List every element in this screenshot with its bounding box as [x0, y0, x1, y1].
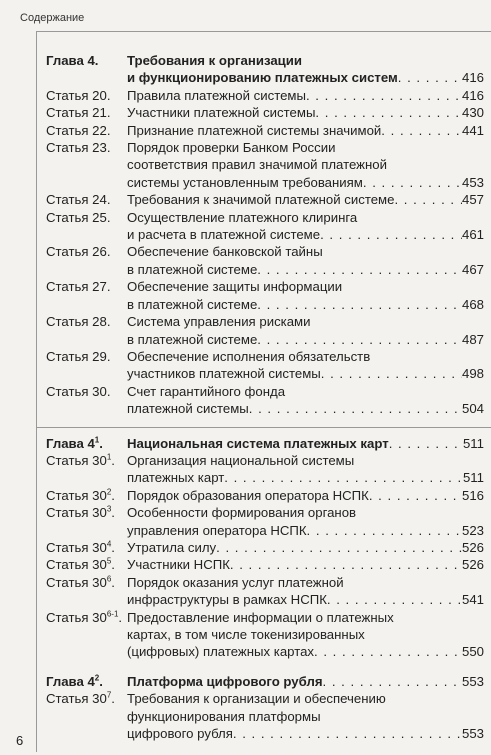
label-dot: .	[111, 539, 115, 555]
title-line	[127, 504, 484, 521]
page-ref: 516	[461, 487, 484, 503]
running-head: Содержание	[20, 12, 85, 24]
article-label-text: Статья 22.	[46, 122, 111, 138]
title-line	[127, 52, 484, 69]
article-label	[46, 191, 127, 208]
title-line	[127, 278, 484, 295]
title-line	[127, 452, 484, 469]
article-label	[46, 504, 127, 521]
dot-leader	[216, 539, 462, 556]
title-text: Обеспечение защиты информации	[127, 279, 343, 295]
title-text: Осуществление платежного клиринга	[127, 209, 358, 225]
title-text: платежных карт	[127, 470, 225, 486]
article-label-text: Статья 23.	[46, 140, 111, 156]
title-text: в платежной системе	[127, 296, 258, 312]
article-label-text: Статья 25.	[46, 209, 111, 225]
article-entry	[46, 104, 484, 121]
chapter-entry	[46, 435, 484, 452]
page-ref: 467	[461, 261, 484, 277]
title-line	[127, 609, 484, 626]
article-label-text: Статья 30.	[46, 383, 111, 399]
title-line	[127, 226, 484, 243]
title-line	[127, 174, 484, 191]
dot-leader	[389, 435, 463, 452]
article-entry	[46, 243, 484, 278]
title-line	[127, 104, 484, 121]
title-text: и расчета в платежной системе	[127, 227, 321, 243]
article-label	[46, 348, 127, 365]
title-text: управления оператора НСПК	[127, 522, 307, 538]
title-line	[127, 243, 484, 260]
article-entry	[46, 504, 484, 539]
dot-leader	[327, 591, 462, 608]
article-entry	[46, 139, 484, 191]
title-text: Порядок оказания услуг платежной	[127, 574, 344, 590]
article-label-text: Статья 24.	[46, 192, 111, 208]
title-text: (цифровых) платежных картах	[127, 644, 315, 660]
title-text: Участники НСПК	[127, 557, 230, 573]
article-entry	[46, 539, 484, 556]
dot-leader	[363, 174, 462, 191]
article-title	[127, 452, 484, 487]
title-line	[127, 487, 484, 504]
page-ref: 511	[462, 470, 484, 486]
chapter-label	[46, 673, 127, 690]
title-line	[127, 122, 484, 139]
dot-leader	[394, 191, 462, 208]
article-label	[46, 139, 127, 156]
title-line	[127, 539, 484, 556]
article-title	[127, 348, 484, 383]
title-line	[127, 435, 484, 452]
title-text: участников платежной системы	[127, 366, 321, 382]
article-entry	[46, 609, 484, 661]
title-line	[127, 643, 484, 660]
page-ref: 430	[461, 105, 484, 121]
label-dot: .	[111, 505, 115, 521]
article-label-text: Статья 30	[46, 574, 107, 590]
article-label-text: Статья 30	[46, 487, 107, 503]
label-dot: .	[99, 435, 103, 451]
article-entry	[46, 690, 484, 742]
table-of-contents	[46, 52, 484, 742]
title-text: функционирования платформы	[127, 708, 321, 724]
dot-leader	[315, 104, 462, 121]
article-label-text: Статья 29.	[46, 348, 111, 364]
article-title	[127, 690, 484, 742]
section-divider	[36, 427, 491, 428]
article-entry	[46, 556, 484, 573]
dot-leader	[257, 261, 462, 278]
title-text: картах, в том числе токенизированных	[127, 627, 365, 642]
title-text: Порядок проверки Банком России	[127, 140, 336, 156]
page-ref: 416	[461, 87, 484, 103]
article-title	[127, 539, 484, 556]
title-text: цифрового рубля	[127, 726, 233, 742]
page-ref: 487	[461, 331, 484, 347]
article-label	[46, 556, 127, 573]
superscript: 6	[106, 574, 112, 584]
article-entry	[46, 122, 484, 139]
title-text: инфраструктуры в рамках НСПК	[127, 592, 327, 608]
margin-rule	[36, 31, 37, 752]
article-title	[127, 104, 484, 121]
article-label	[46, 104, 127, 121]
chapter-label-text: Глава 4	[46, 435, 95, 451]
article-label	[46, 487, 127, 504]
article-label-text: Статья 30	[46, 609, 107, 625]
article-entry	[46, 452, 484, 487]
dot-leader	[230, 556, 462, 573]
title-line	[127, 313, 484, 330]
title-text: системы установленным требованиям	[127, 174, 363, 190]
title-text: соответствия правил значимой платежной	[127, 157, 387, 173]
title-line	[127, 191, 484, 208]
label-dot: .	[99, 673, 103, 689]
article-entry	[46, 191, 484, 208]
label-dot: .	[111, 691, 115, 707]
title-text: Организация национальной системы	[127, 452, 355, 468]
article-label	[46, 452, 127, 469]
title-line	[127, 331, 484, 348]
dot-leader	[249, 400, 462, 417]
dot-leader	[314, 643, 462, 660]
dot-leader	[257, 296, 462, 313]
title-text: в платежной системе	[127, 331, 258, 347]
chapter-title	[127, 673, 484, 690]
title-line	[127, 365, 484, 382]
header-rule	[36, 31, 491, 32]
superscript: 2	[94, 673, 100, 683]
page-ref: 526	[461, 539, 484, 555]
article-entry	[46, 487, 484, 504]
title-text: Требования к организации	[127, 53, 302, 68]
chapter-label-text: Глава 4.	[46, 53, 99, 68]
article-entry	[46, 574, 484, 609]
label-dot: .	[111, 557, 115, 573]
title-text: Национальная система платежных карт	[127, 435, 389, 451]
page-ref: 416	[461, 70, 484, 86]
title-line	[127, 383, 484, 400]
article-entry	[46, 383, 484, 418]
title-line	[127, 69, 484, 86]
label-dot: .	[118, 609, 123, 625]
title-text: Счет гарантийного фонда	[127, 383, 286, 399]
article-label	[46, 278, 127, 295]
title-text: Порядок образования оператора НСПК	[127, 487, 369, 503]
page-ref: 461	[461, 227, 484, 243]
article-title	[127, 609, 484, 661]
article-label-text: Статья 30	[46, 452, 107, 468]
article-label	[46, 122, 127, 139]
article-label	[46, 383, 127, 400]
title-line	[127, 156, 484, 173]
chapter-label-text: Глава 4	[46, 673, 95, 689]
page-ref: 453	[461, 174, 484, 190]
dot-leader	[398, 69, 462, 86]
article-entry	[46, 209, 484, 244]
article-label-text: Статья 21.	[46, 105, 111, 121]
article-title	[127, 504, 484, 539]
page-ref: 498	[461, 366, 484, 382]
article-entry	[46, 348, 484, 383]
label-dot: .	[111, 574, 115, 590]
title-text: Требования к организации и обеспечению	[127, 691, 386, 707]
title-text: и функционированию платежных систем	[127, 70, 398, 86]
dot-leader	[320, 226, 462, 243]
dot-leader	[323, 673, 462, 690]
article-label	[46, 209, 127, 226]
superscript: 4	[106, 539, 112, 549]
title-text: в платежной системе	[127, 261, 258, 277]
article-entry	[46, 313, 484, 348]
article-label	[46, 243, 127, 260]
page-ref: 504	[461, 401, 484, 417]
dot-leader	[306, 87, 462, 104]
article-title	[127, 278, 484, 313]
title-line	[127, 87, 484, 104]
superscript: 1	[106, 452, 112, 462]
superscript: 7	[106, 690, 112, 700]
article-label	[46, 87, 127, 104]
dot-leader	[369, 487, 462, 504]
superscript: 6-1	[106, 609, 119, 619]
page-ref: 457	[461, 192, 484, 208]
title-line	[127, 296, 484, 313]
page-ref: 511	[462, 435, 484, 451]
page-ref: 441	[461, 122, 484, 138]
article-label-text: Статья 27.	[46, 279, 111, 295]
title-line	[127, 690, 484, 707]
article-label	[46, 574, 127, 591]
title-text: Участники платежной системы	[127, 105, 316, 121]
page-ref: 541	[461, 592, 484, 608]
title-text: Признание платежной системы значимой	[127, 122, 382, 138]
section-gap	[46, 661, 484, 673]
title-text: Требования к значимой платежной системе	[127, 192, 395, 208]
title-line	[127, 708, 484, 725]
page-ref: 526	[461, 557, 484, 573]
article-title	[127, 487, 484, 504]
page-ref: 523	[461, 522, 484, 538]
article-title	[127, 87, 484, 104]
dot-leader	[307, 522, 462, 539]
title-text: Предоставление информации о платежных	[127, 609, 394, 625]
article-entry	[46, 87, 484, 104]
dot-leader	[381, 122, 462, 139]
article-label	[46, 539, 127, 556]
article-title	[127, 139, 484, 191]
dot-leader	[224, 469, 463, 486]
title-line	[127, 626, 484, 643]
dot-leader	[233, 725, 462, 742]
page-number: 6	[16, 733, 24, 748]
article-label	[46, 313, 127, 330]
chapter-title	[127, 52, 484, 87]
title-line	[127, 725, 484, 742]
dot-leader	[257, 331, 462, 348]
title-line	[127, 209, 484, 226]
title-text: Обеспечение банковской тайны	[127, 244, 323, 260]
article-title	[127, 574, 484, 609]
title-text: Правила платежной системы	[127, 87, 306, 103]
article-label-text: Статья 30	[46, 539, 107, 555]
article-title	[127, 122, 484, 139]
page-ref: 553	[461, 673, 484, 689]
title-line	[127, 469, 484, 486]
title-text: Платформа цифрового рубля	[127, 673, 323, 689]
title-text: Утратила силу	[127, 539, 217, 555]
title-line	[127, 574, 484, 591]
article-title	[127, 191, 484, 208]
article-entry	[46, 278, 484, 313]
article-label-text: Статья 30	[46, 557, 107, 573]
chapter-label	[46, 52, 127, 69]
title-line	[127, 556, 484, 573]
superscript: 3	[106, 504, 112, 514]
article-title	[127, 313, 484, 348]
title-text: платежной системы	[127, 401, 249, 417]
article-label-text: Статья 30	[46, 505, 107, 521]
page-ref: 468	[461, 296, 484, 312]
superscript: 2	[106, 487, 112, 497]
article-label	[46, 690, 127, 707]
article-label-text: Статья 20.	[46, 87, 111, 103]
title-text: Обеспечение исполнения обязательств	[127, 348, 371, 364]
superscript: 1	[94, 435, 100, 445]
article-label	[46, 609, 127, 626]
title-text: Особенности формирования органов	[127, 505, 357, 521]
title-line	[127, 522, 484, 539]
title-line	[127, 261, 484, 278]
chapter-label	[46, 435, 127, 452]
article-title	[127, 383, 484, 418]
article-title	[127, 243, 484, 278]
page-ref: 553	[461, 726, 484, 742]
dot-leader	[321, 365, 462, 382]
title-text: Система управления рисками	[127, 314, 311, 330]
title-line	[127, 348, 484, 365]
title-line	[127, 673, 484, 690]
title-line	[127, 139, 484, 156]
title-line	[127, 400, 484, 417]
page-ref: 550	[461, 644, 484, 660]
article-label-text: Статья 30	[46, 691, 107, 707]
chapter-entry	[46, 673, 484, 690]
label-dot: .	[111, 487, 115, 503]
article-label-text: Статья 28.	[46, 314, 111, 330]
article-label-text: Статья 26.	[46, 244, 111, 260]
chapter-entry	[46, 52, 484, 87]
article-title	[127, 209, 484, 244]
chapter-title	[127, 435, 484, 452]
title-line	[127, 591, 484, 608]
label-dot: .	[111, 452, 115, 468]
article-title	[127, 556, 484, 573]
superscript: 5	[106, 556, 112, 566]
